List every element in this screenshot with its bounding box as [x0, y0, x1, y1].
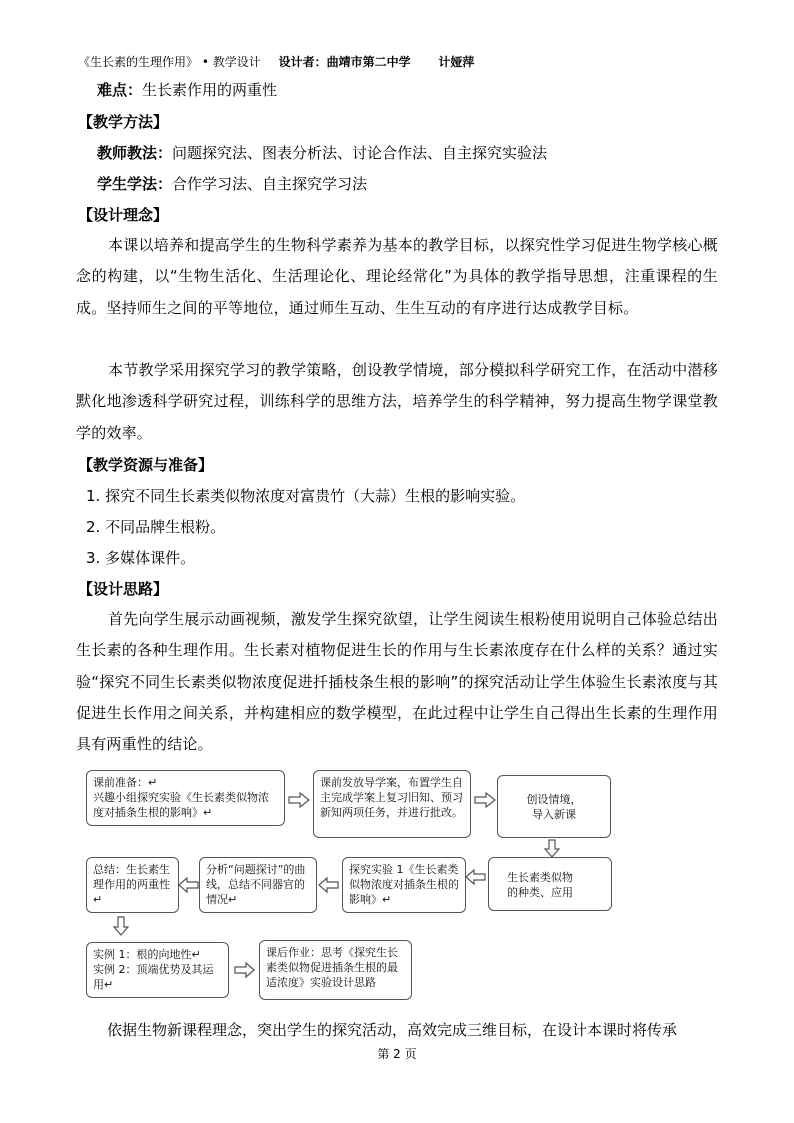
- flow-box-introduce: 创设情境， 导入新课: [497, 775, 611, 838]
- flow-box-guided-plan: 课前发放导学案，布置学生自主完成学案上复习旧知、预习新知两项任务，并进行批改。: [313, 770, 471, 838]
- header-title: 《生长素的生理作用》: [78, 55, 199, 69]
- teacher-method-text: 问题探究法、图表分析法、讨论合作法、自主探究实验法: [172, 144, 548, 162]
- resources-heading: 【教学资源与准备】: [78, 456, 214, 474]
- flow-box-experiment: 探究实验 1《生长素类似物浓度对插条生根的影响》↵: [342, 857, 466, 913]
- resource-item-1: 1. 探究不同生长素类似物浓度对富贵竹（大蒜）生根的影响实验。: [86, 487, 526, 505]
- design-concept-heading: 【设计理念】: [78, 206, 169, 224]
- flow-box-homework: 课后作业：思考《探究生长素类似物促进插条生根的最适浓度》实验设计思路: [259, 940, 412, 1000]
- arrow-right-1: [289, 793, 309, 807]
- page-number: 第 2 页: [377, 1047, 417, 1061]
- flow-box-examples: 实例 1：根的向地性↵ 实例 2：顶端优势及其运用↵: [86, 942, 229, 998]
- teacher-method-label: 教师教法：: [97, 144, 173, 162]
- header-bullet: • 教学设计: [201, 55, 261, 69]
- design-concept-paragraph-2: 本节教学采用探究学习的教学策略，创设教学情境，部分模拟科学研究工作，在活动中潜移默化地渗透科学研究过程，训练科学的思维方法，培养学生的科学精神，努力提高生物学课堂教学的效率。: [76, 361, 718, 442]
- difficulty-label: 难点：: [97, 81, 143, 99]
- flow-box-preparation: 课前准备：↵ 兴趣小组探究实验《生长素类似物浓度对插条生根的影响》↵: [86, 770, 285, 826]
- resource-item-3: 3. 多媒体课件。: [86, 549, 196, 567]
- resource-item-2: 2. 不同品牌生根粉。: [86, 518, 226, 536]
- design-concept-paragraph-1: 本课以培养和提高学生的生物科学素养为基本的教学目标，以探究性学习促进生物学核心概念的构建，以“生物生活化、生活理论化、理论经常化”为具体的教学指导思想，注重课程的生成。坚持师生之间的平等地位，通过师生互动、生生互动的有序进行达成教学目标。: [76, 236, 718, 317]
- arrow-right-3: [235, 963, 254, 977]
- header-author: 计娅萍: [438, 55, 475, 69]
- design-idea-heading: 【设计思路】: [78, 580, 169, 598]
- design-idea-paragraph: 首先向学生展示动画视频，激发学生探究欲望，让学生阅读生根粉使用说明自己体验总结出生长素的各种生理作用。生长素对植物促进生长的作用与生长素浓度存在什么样的关系？通过实验“探究不同生长素类似物浓度促进扦插枝条生根的影响”的探究活动让学生体验生长素浓度与其促进生长作用之间关系，并构建相应的数学模型，在此过程中让学生自己得出生长素的生理作用具有两重性的结论。: [76, 610, 718, 754]
- student-method-label: 学生学法：: [97, 175, 173, 193]
- difficulty-text: 生长素作用的两重性: [142, 81, 278, 99]
- teaching-methods-heading: 【教学方法】: [78, 113, 169, 131]
- arrow-left-2: [319, 878, 338, 892]
- arrow-left-3: [179, 878, 198, 892]
- student-method-text: 合作学习法、自主探究学习法: [172, 175, 368, 193]
- header-designer: 设计者：曲靖市第二中学: [278, 55, 411, 69]
- flow-box-analysis: 分析“问题探讨”的曲线，总结不同器官的情况↵: [199, 857, 317, 913]
- closing-line: 依据生物新课程理念，突出学生的探究活动，高效完成三维目标，在设计本课时将传承: [107, 1021, 678, 1039]
- arrow-right-2: [475, 793, 495, 807]
- arrow-left-1: [466, 870, 485, 884]
- flow-box-types-applications: 生长素类似物 的种类、应用: [488, 857, 612, 911]
- arrow-down-2: [114, 917, 128, 935]
- arrow-down-1: [545, 840, 559, 857]
- flow-box-summary: 总结：生长素生理作用的两重性↵: [86, 857, 179, 913]
